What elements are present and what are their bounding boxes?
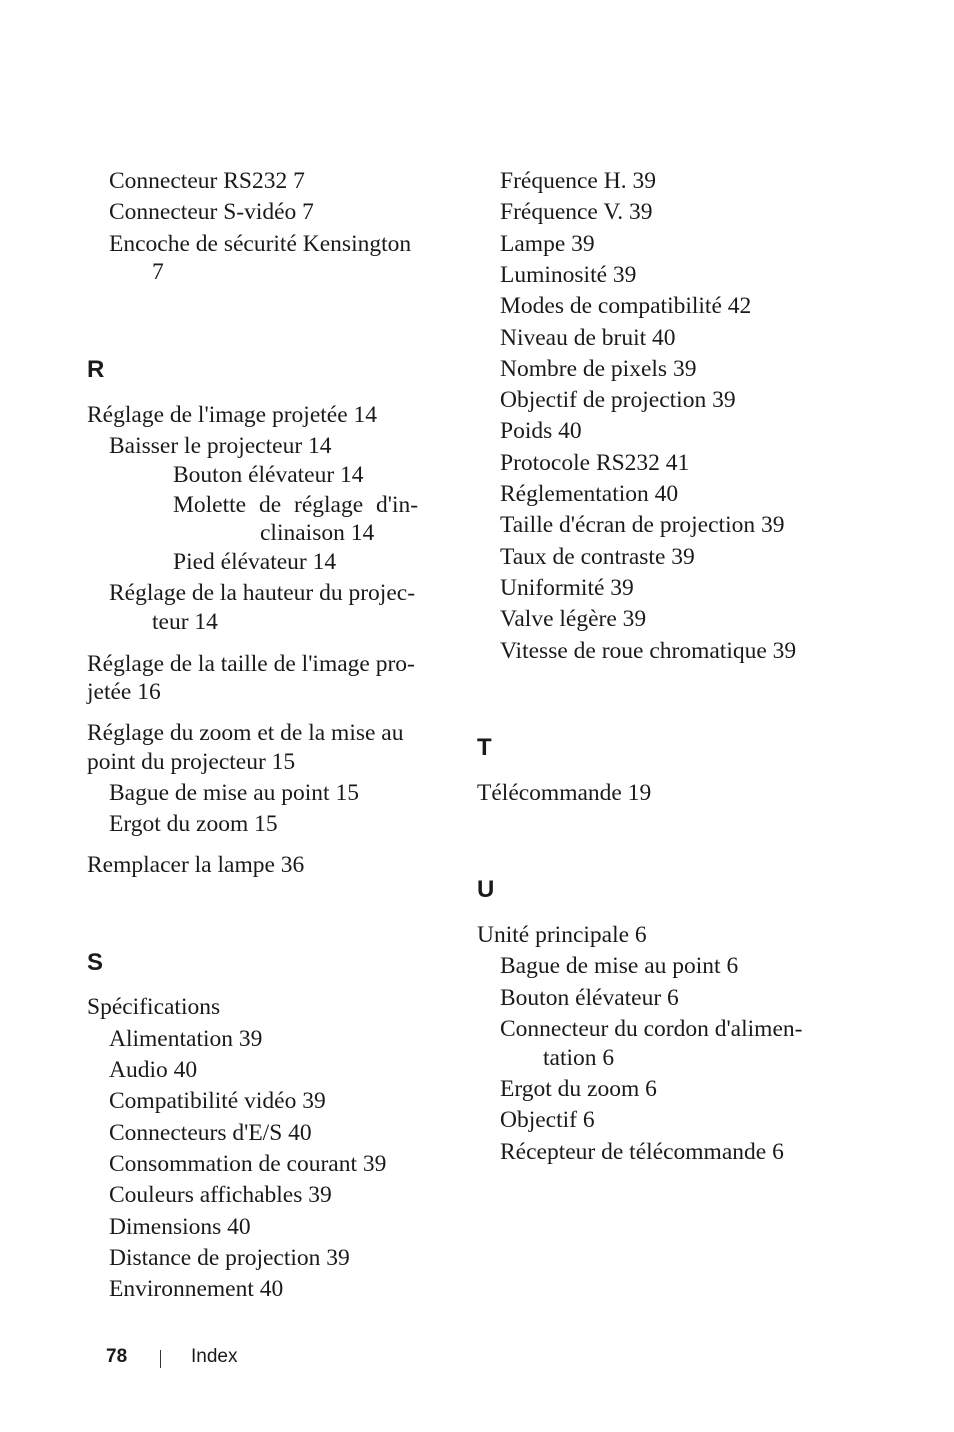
index-subentry: Luminosité 39 (500, 262, 637, 288)
index-entry-continuation: clinaison 14 (260, 520, 375, 546)
index-subentry: Dimensions 40 (109, 1214, 251, 1240)
index-subentry: Compatibilité vidéo 39 (109, 1088, 326, 1114)
index-subsubentry: Molette de réglage d'in- (173, 492, 419, 518)
index-subentry: Réglage de la hauteur du projec- (109, 580, 416, 606)
index-subentry: Taille d'écran de projection 39 (500, 512, 785, 538)
index-entry-continuation: teur 14 (152, 609, 218, 635)
index-entry: Télécommande 19 (477, 780, 652, 806)
index-subentry: Baisser le projecteur 14 (109, 433, 332, 459)
index-subentry: Bouton élévateur 6 (500, 985, 679, 1011)
index-subentry: Bague de mise au point 6 (500, 953, 739, 979)
section-heading-r: R (87, 356, 105, 383)
footer-divider (160, 1350, 161, 1368)
index-subentry: Vitesse de roue chromatique 39 (500, 638, 797, 664)
index-subsubentry: Bouton élévateur 14 (173, 462, 364, 488)
index-subentry: Protocole RS232 41 (500, 450, 690, 476)
index-subentry: Consommation de courant 39 (109, 1151, 387, 1177)
footer-section-label: Index (191, 1346, 238, 1367)
index-entry: Connecteur RS232 7 (109, 168, 305, 194)
section-heading-t: T (477, 734, 492, 761)
section-heading-s: S (87, 949, 104, 976)
index-entry: Connecteur S-vidéo 7 (109, 199, 314, 225)
index-subentry: Niveau de bruit 40 (500, 325, 676, 351)
section-heading-u: U (477, 876, 495, 903)
index-subentry: Réglementation 40 (500, 481, 679, 507)
index-entry: Réglage du zoom et de la mise au (87, 720, 404, 746)
index-entry: Spécifications (87, 994, 221, 1020)
index-subentry: Fréquence H. 39 (500, 168, 656, 194)
index-subentry: Connecteur du cordon d'alimen- (500, 1016, 803, 1042)
index-entry: Encoche de sécurité Kensington (109, 231, 412, 257)
index-entry: Réglage de l'image projetée 14 (87, 402, 378, 428)
index-subsubentry: Pied élévateur 14 (173, 549, 337, 575)
index-entry: Réglage de la taille de l'image pro- (87, 651, 415, 677)
index-subentry: Lampe 39 (500, 231, 595, 257)
index-subentry: Ergot du zoom 15 (109, 811, 278, 837)
index-subentry: Distance de projection 39 (109, 1245, 350, 1271)
index-subentry: Valve légère 39 (500, 606, 647, 632)
index-entry-continuation: jetée 16 (87, 679, 161, 705)
index-subentry: Objectif de projection 39 (500, 387, 736, 413)
index-subentry: Couleurs affichables 39 (109, 1182, 332, 1208)
index-subentry: Bague de mise au point 15 (109, 780, 359, 806)
index-subentry: Uniformité 39 (500, 575, 634, 601)
index-entry-continuation: 7 (152, 259, 164, 285)
index-subentry: Nombre de pixels 39 (500, 356, 697, 382)
index-subentry: Modes de compatibilité 42 (500, 293, 752, 319)
index-entry-continuation: tation 6 (543, 1045, 615, 1071)
index-subentry: Objectif 6 (500, 1107, 595, 1133)
index-subentry: Ergot du zoom 6 (500, 1076, 657, 1102)
index-subentry: Environnement 40 (109, 1276, 284, 1302)
index-entry-continuation: point du projecteur 15 (87, 749, 296, 775)
page-number: 78 (106, 1346, 128, 1367)
index-subentry: Audio 40 (109, 1057, 198, 1083)
index-subentry: Connecteurs d'E/S 40 (109, 1120, 312, 1146)
index-entry: Unité principale 6 (477, 922, 647, 948)
index-subentry: Récepteur de télécommande 6 (500, 1139, 784, 1165)
index-entry: Remplacer la lampe 36 (87, 852, 305, 878)
index-subentry: Alimentation 39 (109, 1026, 263, 1052)
index-subentry: Poids 40 (500, 418, 582, 444)
index-subentry: Taux de contraste 39 (500, 544, 695, 570)
index-subentry: Fréquence V. 39 (500, 199, 653, 225)
